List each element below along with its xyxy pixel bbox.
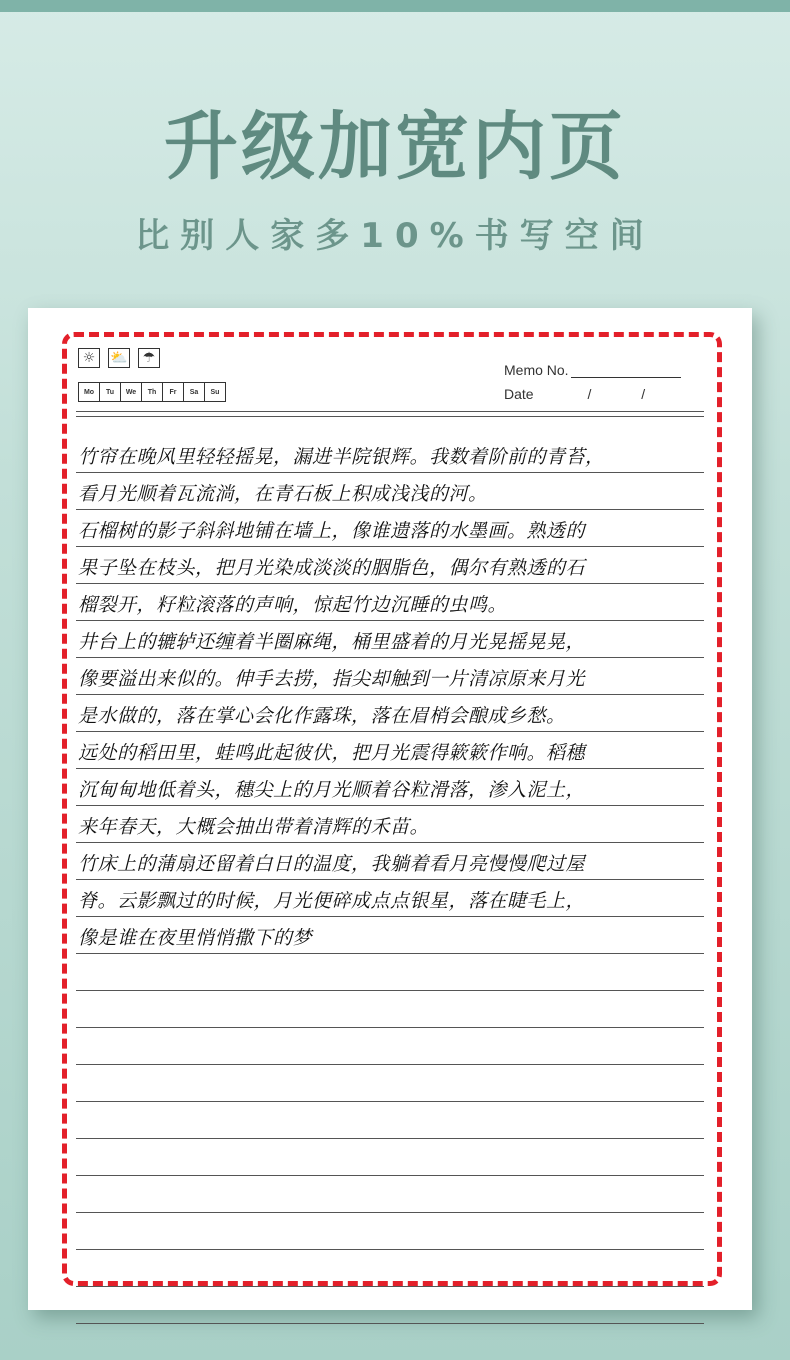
ruled-line <box>76 436 704 473</box>
weekday-fr: Fr <box>163 383 184 401</box>
top-band <box>0 0 790 12</box>
header-rule <box>76 411 704 412</box>
ruled-line <box>76 1028 704 1065</box>
handwriting-text: 像是谁在夜里悄悄撒下的梦 <box>78 927 313 949</box>
weekday-th: Th <box>142 383 163 401</box>
ruled-line <box>76 954 704 991</box>
handwriting-text: 井台上的辘轳还缠着半圈麻绳，桶里盛着的月光晃摇晃晃， <box>78 631 586 653</box>
weekday-sa: Sa <box>184 383 205 401</box>
ruled-line <box>76 584 704 621</box>
ruled-line <box>76 1250 704 1287</box>
date-field <box>504 386 645 402</box>
weekday-tu: Tu <box>100 383 121 401</box>
page-title: 升级加宽内页 <box>164 104 626 190</box>
ruled-line <box>76 806 704 843</box>
ruled-line <box>76 621 704 658</box>
ruled-line <box>76 473 704 510</box>
weekday-boxes <box>78 382 226 402</box>
ruled-line <box>76 1287 704 1324</box>
header-rule <box>76 416 704 417</box>
sun-icon: ☼ <box>78 348 100 368</box>
umbrella-icon: ☂ <box>138 348 160 368</box>
date-slash: / <box>587 386 592 402</box>
ruled-line <box>76 1176 704 1213</box>
weekday-we: We <box>121 383 142 401</box>
handwriting-text: 沉甸甸地低着头，穗尖上的月光顺着谷粒滑落，渗入泥土， <box>78 779 586 801</box>
ruled-line <box>76 1102 704 1139</box>
notebook-page <box>28 308 752 1310</box>
weather-icons <box>78 348 160 368</box>
handwriting-text: 竹帘在晚风里轻轻摇晃，漏进半院银辉。我数着阶前的青苔， <box>78 446 605 468</box>
date-slash: / <box>641 386 646 402</box>
ruled-line <box>76 658 704 695</box>
ruled-line <box>76 510 704 547</box>
ruled-line <box>76 1065 704 1102</box>
ruled-line <box>76 843 704 880</box>
ruled-line <box>76 1139 704 1176</box>
ruled-line <box>76 695 704 732</box>
ruled-line <box>76 991 704 1028</box>
handwriting-text: 脊。云影飘过的时候，月光便碎成点点银星，落在睫毛上， <box>78 890 586 912</box>
handwriting-text: 来年春天，大概会抽出带着清辉的禾苗。 <box>78 816 430 838</box>
ruled-line <box>76 769 704 806</box>
sun-cloud-icon: ⛅ <box>108 348 130 368</box>
date-label: Date <box>504 386 534 402</box>
memo-number-field <box>504 362 681 378</box>
ruled-line <box>76 1213 704 1250</box>
handwriting-text: 竹床上的蒲扇还留着白日的温度，我躺着看月亮慢慢爬过屋 <box>78 853 586 875</box>
ruled-lines <box>76 436 704 1324</box>
handwriting-text: 石榴树的影子斜斜地铺在墙上，像谁遗落的水墨画。熟透的 <box>78 520 586 542</box>
memo-line <box>571 363 681 378</box>
ruled-line <box>76 880 704 917</box>
memo-label: Memo No. <box>504 362 569 378</box>
page-subtitle: 比别人家多10%书写空间 <box>135 216 655 256</box>
ruled-line <box>76 917 704 954</box>
handwriting-text: 榴裂开，籽粒滚落的声响，惊起竹边沉睡的虫鸣。 <box>78 594 508 616</box>
ruled-line <box>76 732 704 769</box>
handwriting-text: 远处的稻田里，蛙鸣此起彼伏，把月光震得簌簌作响。稻穗 <box>78 742 586 764</box>
handwriting-text: 是水做的，落在掌心会化作露珠，落在眉梢会酿成乡愁。 <box>78 705 566 727</box>
handwriting-text: 看月光顺着瓦流淌，在青石板上积成浅浅的河。 <box>78 483 488 505</box>
weekday-su: Su <box>210 388 220 396</box>
handwriting-text: 果子坠在枝头，把月光染成淡淡的胭脂色，偶尔有熟透的石 <box>78 557 586 579</box>
weekday-mo: Mo <box>79 383 100 401</box>
ruled-line <box>76 547 704 584</box>
handwriting-text: 像要溢出来似的。伸手去捞，指尖却触到一片清凉原来月光 <box>78 668 586 690</box>
